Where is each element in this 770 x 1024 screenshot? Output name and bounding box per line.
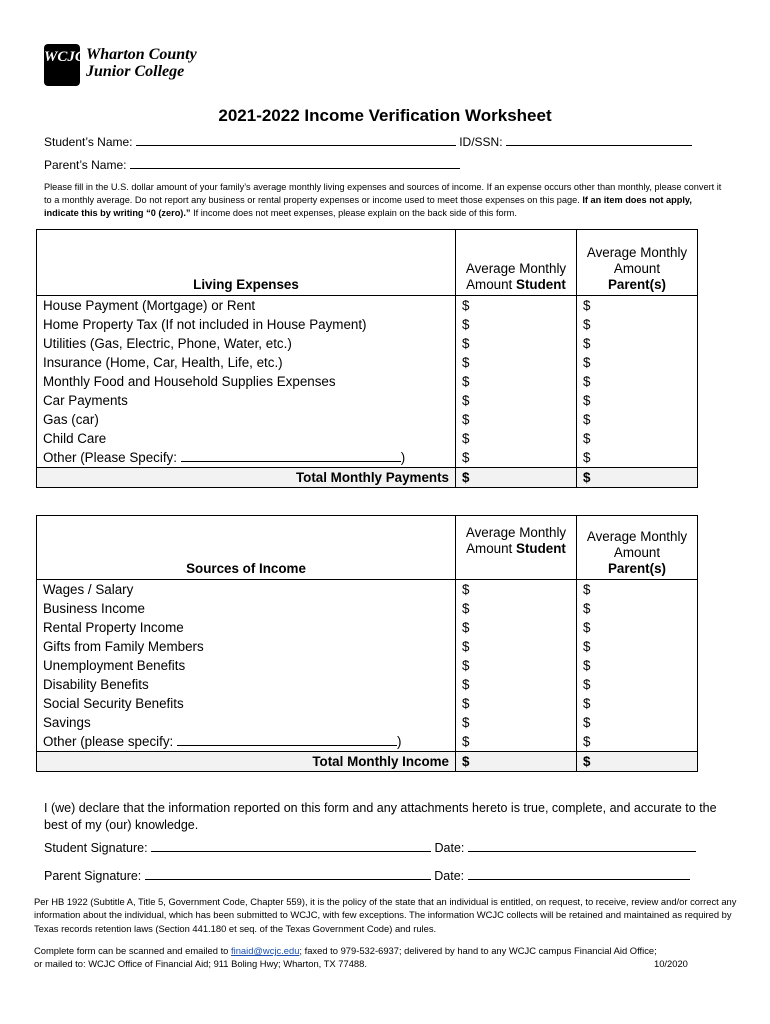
expense-item-label: Child Care	[37, 429, 456, 448]
income-item-label: Wages / Salary	[37, 580, 456, 600]
expense-student-amount[interactable]: $	[456, 334, 577, 353]
income-table	[36, 515, 698, 772]
instructions-bold: If an item does not apply, indicate this by writing “0 (zero).”	[44, 195, 692, 218]
expenses-student-col-amount: Amount	[466, 277, 513, 292]
instructions-text: Please fill in the U.S. dollar amount of your family’s average monthly living expenses and sources of income. If an expense occurs other than monthly, please convert it to a monthly average. Do not report any business or rental property expenses or income used to meet those expenses on this page.	[44, 182, 722, 205]
finaid-email-link[interactable]: finaid@wcjc.edu	[231, 945, 300, 956]
income-header-row	[37, 516, 698, 580]
income-row	[37, 675, 698, 694]
id-ssn-label: ID/SSN:	[459, 135, 503, 149]
income-row	[37, 580, 698, 600]
expense-item-label: Home Property Tax (If not included in House Payment)	[37, 315, 456, 334]
college-name	[86, 46, 197, 80]
income-total-parent-amount[interactable]: $	[577, 752, 698, 772]
submission-instructions	[34, 944, 739, 971]
expenses-total-label: Total Monthly Payments	[37, 468, 456, 488]
income-row	[37, 618, 698, 637]
income-student-amount[interactable]: $	[456, 580, 577, 600]
student-name-row	[44, 135, 692, 149]
expenses-total-parent-amount[interactable]: $	[577, 468, 698, 488]
income-heading: Sources of Income	[37, 516, 456, 580]
expense-row	[37, 372, 698, 391]
income-other-parent-amount[interactable]: $	[577, 732, 698, 752]
student-name-field[interactable]	[136, 135, 456, 146]
expenses-total-student-amount[interactable]: $	[456, 468, 577, 488]
income-parent-col-header	[577, 516, 698, 580]
expense-row	[37, 391, 698, 410]
expense-row	[37, 296, 698, 316]
college-name-line2: Junior College	[86, 63, 185, 80]
expenses-other-row	[37, 448, 698, 468]
expense-student-amount[interactable]: $	[456, 353, 577, 372]
expenses-parent-col-bold: Parent(s)	[607, 277, 667, 292]
expense-row	[37, 410, 698, 429]
income-parent-col-line1: Average Monthly	[586, 529, 688, 544]
income-total-student-amount[interactable]: $	[456, 752, 577, 772]
expenses-heading: Living Expenses	[37, 230, 456, 296]
expense-parent-amount[interactable]: $	[577, 391, 698, 410]
income-total-label: Total Monthly Income	[37, 752, 456, 772]
income-item-label: Business Income	[37, 599, 456, 618]
parent-name-row	[44, 158, 460, 172]
expenses-parent-col-header	[577, 230, 698, 296]
income-student-col-line1: Average Monthly	[465, 525, 567, 540]
expense-student-amount[interactable]: $	[456, 429, 577, 448]
income-parent-amount[interactable]: $	[577, 618, 698, 637]
income-row	[37, 599, 698, 618]
expense-parent-amount[interactable]: $	[577, 334, 698, 353]
income-item-label: Disability Benefits	[37, 675, 456, 694]
expenses-student-col-bold: Student	[516, 277, 566, 292]
expense-item-label: House Payment (Mortgage) or Rent	[37, 296, 456, 316]
expenses-parent-col-line2: Amount	[613, 261, 661, 276]
income-total-row	[37, 752, 698, 772]
wcjc-monogram: WCJC	[44, 44, 80, 86]
income-student-amount[interactable]: $	[456, 675, 577, 694]
income-item-label: Unemployment Benefits	[37, 656, 456, 675]
expense-student-amount[interactable]: $	[456, 391, 577, 410]
expense-item-label: Utilities (Gas, Electric, Phone, Water, etc.)	[37, 334, 456, 353]
income-row	[37, 713, 698, 732]
income-student-amount[interactable]: $	[456, 599, 577, 618]
expense-parent-amount[interactable]: $	[577, 429, 698, 448]
parent-signature-row	[44, 869, 690, 883]
income-other-student-amount[interactable]: $	[456, 732, 577, 752]
income-row	[37, 656, 698, 675]
expense-parent-amount[interactable]: $	[577, 315, 698, 334]
parent-date-field[interactable]	[468, 869, 690, 880]
expenses-total-row	[37, 468, 698, 488]
income-student-amount[interactable]: $	[456, 656, 577, 675]
income-parent-amount[interactable]: $	[577, 599, 698, 618]
expense-student-amount[interactable]: $	[456, 296, 577, 316]
student-date-field[interactable]	[468, 841, 696, 852]
income-parent-amount[interactable]: $	[577, 694, 698, 713]
income-item-label: Gifts from Family Members	[37, 637, 456, 656]
income-parent-col-bold: Parent(s)	[607, 561, 667, 576]
income-row	[37, 694, 698, 713]
income-student-col-line2	[462, 541, 570, 557]
income-other-row	[37, 732, 698, 752]
income-student-amount[interactable]: $	[456, 694, 577, 713]
instructions-tail: If income does not meet expenses, please explain on the back side of this form.	[193, 208, 517, 218]
expenses-student-col-header	[456, 230, 577, 296]
privacy-policy-text: Per HB 1922 (Subtitle A, Title 5, Government Code, Chapter 559), it is the policy of the state that an individual is entitled, on request, to receive, review and/or correct any information about the individual, which has been submitted to WCJC, with few exceptions. The information WCJC collects will be retained and maintained as required by Texas records retention laws (Section 441.180 et seq. of the Texas Government Code) and rules.	[34, 896, 737, 934]
income-parent-amount[interactable]: $	[577, 713, 698, 732]
id-ssn-field[interactable]	[506, 135, 692, 146]
student-signature-label: Student Signature:	[44, 841, 148, 855]
expenses-header-row	[37, 230, 698, 296]
expense-item-label: Insurance (Home, Car, Health, Life, etc.)	[37, 353, 456, 372]
expense-student-amount[interactable]: $	[456, 315, 577, 334]
close-paren: )	[400, 450, 406, 465]
income-item-label: Social Security Benefits	[37, 694, 456, 713]
student-date-label: Date:	[434, 841, 465, 855]
college-name-line1: Wharton County	[86, 46, 197, 63]
expense-row	[37, 334, 698, 353]
student-signature-row	[44, 841, 696, 855]
student-signature-field[interactable]	[151, 841, 431, 852]
income-parent-amount[interactable]: $	[577, 637, 698, 656]
parent-date-label: Date:	[434, 869, 465, 883]
revision-date: 10/2020	[654, 958, 688, 970]
instructions	[44, 181, 724, 220]
student-name-label: Student’s Name:	[44, 135, 133, 149]
income-item-label: Rental Property Income	[37, 618, 456, 637]
expense-item-label: Monthly Food and Household Supplies Expenses	[37, 372, 456, 391]
income-student-amount[interactable]: $	[456, 618, 577, 637]
income-student-amount[interactable]: $	[456, 713, 577, 732]
income-parent-amount[interactable]: $	[577, 580, 698, 600]
income-parent-amount[interactable]: $	[577, 675, 698, 694]
income-student-amount[interactable]: $	[456, 637, 577, 656]
expenses-other-parent-amount[interactable]: $	[577, 448, 698, 468]
expense-parent-amount[interactable]: $	[577, 296, 698, 316]
expenses-other-student-amount[interactable]: $	[456, 448, 577, 468]
expense-row	[37, 429, 698, 448]
income-parent-col-line2: Amount	[613, 545, 661, 560]
mailing-address: or mailed to: WCJC Office of Financial Aid; 911 Boling Hwy; Wharton, TX 77488.	[34, 958, 367, 970]
expense-row	[37, 315, 698, 334]
income-other-specify-field[interactable]	[177, 733, 397, 746]
parent-name-field[interactable]	[130, 158, 460, 169]
living-expenses-table	[36, 229, 698, 488]
parent-name-label: Parent’s Name:	[44, 158, 127, 172]
income-student-col-amount: Amount	[466, 541, 513, 556]
parent-signature-label: Parent Signature:	[44, 869, 142, 883]
income-item-label: Savings	[37, 713, 456, 732]
expense-parent-amount[interactable]: $	[577, 353, 698, 372]
submit-suffix: ; faxed to 979-532-6937; delivered by hand to any WCJC campus Financial Aid Office;	[299, 945, 657, 956]
expenses-other-label: Other (Please Specify:	[43, 450, 177, 465]
income-student-col-bold: Student	[516, 541, 566, 556]
expense-student-amount[interactable]: $	[456, 372, 577, 391]
declaration: I (we) declare that the information reported on this form and any attachments hereto is true, complete, and accurate to the best of my (our) knowledge.	[44, 801, 717, 832]
submit-prefix: Complete form can be scanned and emailed to	[34, 945, 229, 956]
expense-item-label: Car Payments	[37, 391, 456, 410]
page-title: 2021-2022 Income Verification Worksheet	[218, 106, 552, 125]
expenses-student-col-line1: Average Monthly	[465, 261, 567, 276]
expense-parent-amount[interactable]: $	[577, 410, 698, 429]
expense-item-label: Gas (car)	[37, 410, 456, 429]
expenses-student-col-line2	[462, 277, 570, 293]
income-parent-amount[interactable]: $	[577, 656, 698, 675]
income-student-col-header	[456, 516, 577, 580]
expense-parent-amount[interactable]: $	[577, 372, 698, 391]
income-other-label: Other (please specify:	[43, 734, 174, 749]
expense-student-amount[interactable]: $	[456, 410, 577, 429]
expense-row	[37, 353, 698, 372]
income-row	[37, 637, 698, 656]
expenses-other-specify-field[interactable]	[181, 449, 401, 462]
close-paren: )	[396, 734, 402, 749]
parent-signature-field[interactable]	[145, 869, 431, 880]
expenses-parent-col-line1: Average Monthly	[586, 245, 688, 260]
